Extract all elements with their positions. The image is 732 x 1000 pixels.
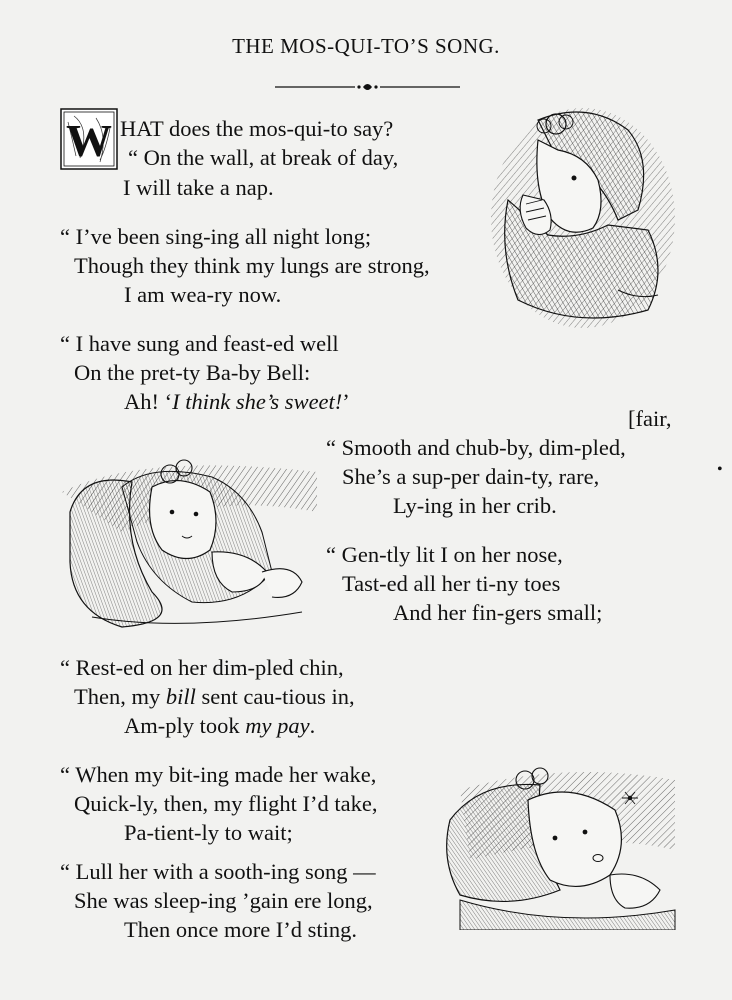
stanza3-line3: Ah! ‘I think she’s sweet!’ [124,389,350,414]
drop-cap-w [60,108,118,170]
stanza1-line3: I will take a nap. [123,175,274,200]
stanza4-overflow-word: [fair, [628,406,672,431]
stanza3-line1: “ I have sung and feast-ed well [60,331,339,356]
title-ornament [275,80,460,94]
baby-sucking-fingers-illustration [478,100,678,332]
stanza2-line1: “ I’ve been sing-ing all night long; [60,224,372,249]
stanza8-line1: “ Lull her with a sooth-ing song — [60,859,376,884]
baby-lying-on-pillow-illustration [62,432,317,632]
stanza8-line3: Then once more I’d sting. [124,917,358,942]
stanza4-line2: She’s a sup-per dain-ty, rare, [342,464,600,489]
stanza1-line2: “ On the wall, at break of day, [128,145,399,170]
stanza2-line3: I am wea-ry now. [124,282,282,307]
stanza6-line3: Am-ply took my pay. [124,713,316,738]
stanza3-line2: On the pret-ty Ba-by Bell: [74,360,311,385]
stanza6-line2: Then, my bill sent cau-tious in, [74,684,355,709]
stanza3-italic-quote: I think she’s sweet! [172,389,343,414]
svg-text:W: W [66,115,112,166]
stanza7-line1: “ When my bit-ing made her wake, [60,762,377,787]
stanza6-italic-my-pay: my pay [245,713,310,738]
baby-awake-with-mosquito-illustration [440,760,680,930]
margin-dot: • [717,461,723,478]
page-title: THE MOS-QUI-TO’S SONG. [232,34,500,58]
stanza6-italic-bill: bill [165,684,196,709]
stanza4-line1: “ Smooth and chub-by, dim-pled, [326,435,626,460]
stanza2-line2: Though they think my lungs are strong, [74,253,430,278]
stanza1-line1: HAT does the mos-qui-to say? [120,116,394,141]
stanza5-line1: “ Gen-tly lit I on her nose, [326,542,563,567]
stanza4-line3: Ly-ing in her crib. [393,493,557,518]
stanza5-line3: And her fin-gers small; [393,600,603,625]
stanza6-line1: “ Rest-ed on her dim-pled chin, [60,655,344,680]
stanza7-line2: Quick-ly, then, my flight I’d take, [74,791,378,816]
stanza8-line2: She was sleep-ing ’gain ere long, [74,888,373,913]
stanza5-line2: Tast-ed all her ti-ny toes [342,571,561,596]
stanza7-line3: Pa-tient-ly to wait; [124,820,293,845]
